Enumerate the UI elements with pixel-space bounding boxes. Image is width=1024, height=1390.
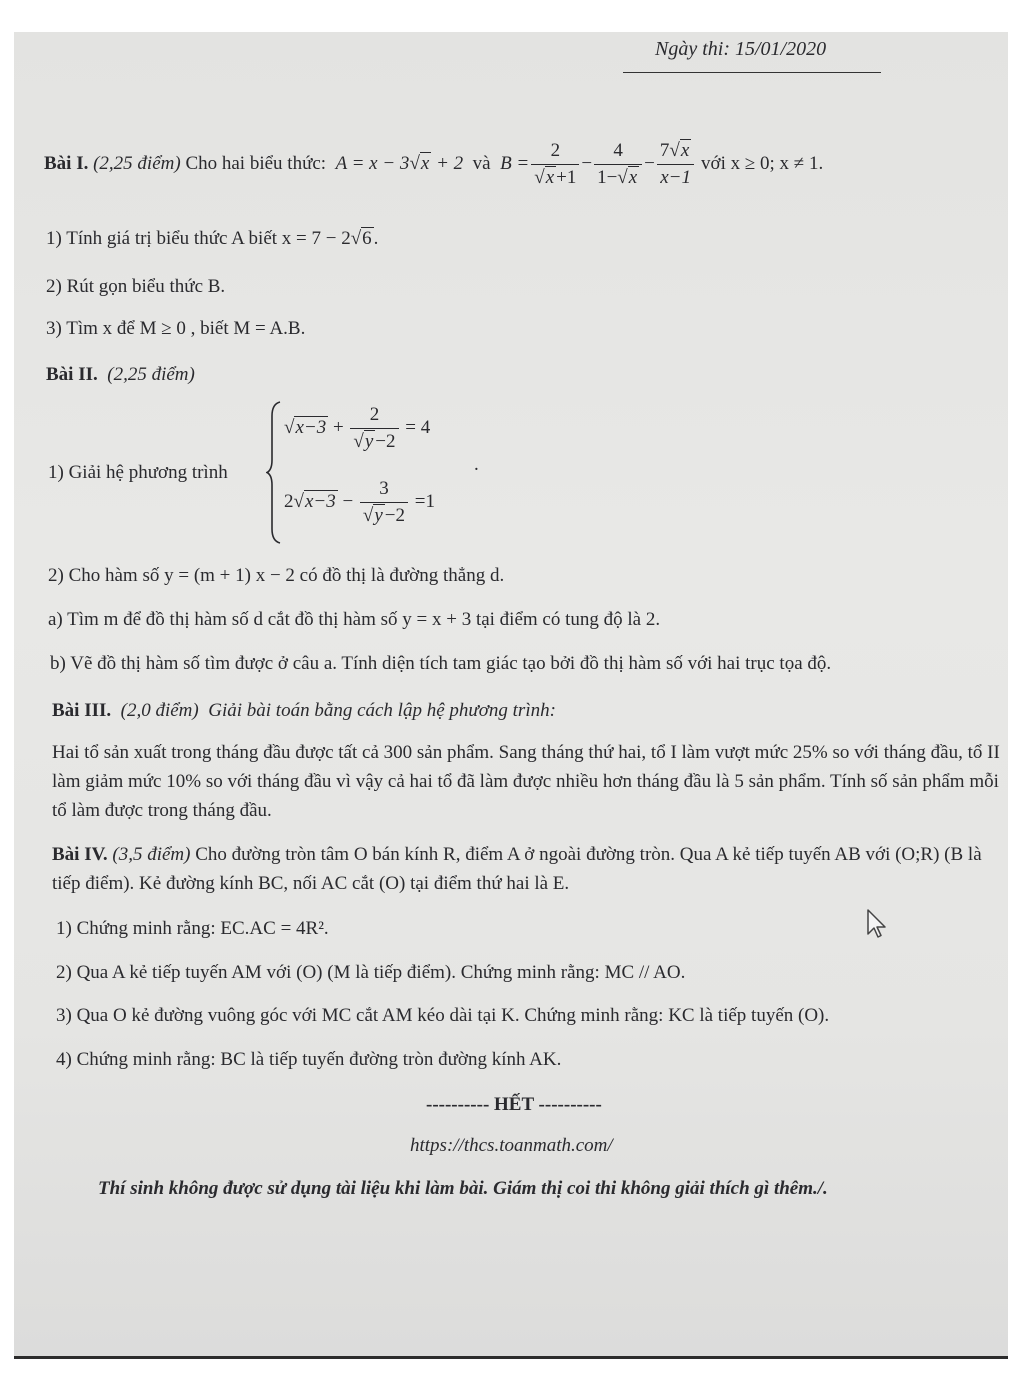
- frac-2-radicand: x: [628, 166, 638, 188]
- bai2-q2: 2) Cho hàm số y = (m + 1) x − 2 có đồ thị là đường thẳng d.: [48, 565, 505, 586]
- bai4-q4: 4) Chứng minh rằng: BC là tiếp tuyến đường tròn đường kính AK.: [56, 1049, 562, 1070]
- bai1-condition: với x ≥ 0; x ≠ 1.: [701, 153, 824, 174]
- frac-2-den: 1−√x: [594, 164, 642, 189]
- bai4-q3: 3) Qua O kẻ đường vuông góc với MC cắt AM kéo dài tại K. Chứng minh rằng: KC là tiếp tuyến (O).: [56, 1005, 830, 1026]
- eq2-den-tail: −2: [384, 505, 406, 526]
- bai3-points: (2,0 điểm): [120, 700, 199, 721]
- eq2-den: √y −2: [360, 502, 408, 527]
- expr-a-head: A = x − 3: [335, 153, 410, 174]
- bai1-points: (2,25 điểm): [93, 153, 181, 174]
- bai4-intro: Cho đường tròn tâm O bán kính R, điểm A ở ngoài đường tròn. Qua A kẻ tiếp tuyến AB với (O;R) (B là tiếp điểm). Kẻ đường kính BC, nối AC cắt (O) tại điểm thứ hai là E.: [52, 844, 982, 894]
- date-underline: [623, 72, 881, 73]
- bai4-q2: 2) Qua A kẻ tiếp tuyến AM với (O) (M là tiếp điểm). Chứng minh rằng: MC // AO.: [56, 962, 686, 983]
- bai1-q3: 3) Tìm x để M ≥ 0 , biết M = A.B.: [46, 318, 306, 339]
- eq1-radicand: x−3: [295, 416, 327, 438]
- frac-1: [531, 140, 579, 189]
- bai2-points: (2,25 điểm): [107, 364, 195, 385]
- frac-3-num: 7√x: [659, 139, 690, 161]
- eq2-den-radicand: y: [374, 505, 383, 526]
- bai4-intro-block: [52, 840, 1008, 898]
- expr-a-radicand: x: [420, 153, 430, 174]
- bai1-q1: [46, 228, 378, 250]
- equation-2: 2√x−3 − $\frac{3}{√y -2}$ =1: [284, 478, 435, 526]
- bai2-heading: [46, 364, 195, 386]
- bai1-q2: 2) Rút gọn biểu thức B.: [46, 276, 226, 297]
- exam-note: Thí sinh không được sử dụng tài liệu khi làm bài. Giám thị coi thi không giải thích gì thêm./.: [98, 1178, 828, 1199]
- bai1-title: Bài I.: [44, 153, 89, 174]
- bai2-title: Bài II.: [46, 364, 98, 385]
- bai2-qa: a) Tìm m để đồ thị hàm số d cắt đồ thị hàm số y = x + 3 tại điểm có tung độ là 2.: [48, 609, 661, 630]
- eq1-den: √y −2: [350, 428, 398, 453]
- eq2-num: 3: [379, 478, 389, 499]
- bai3-subtitle: Giải bài toán bằng cách lập hệ phương trình:: [208, 700, 556, 721]
- paper-bottom-edge: [14, 1356, 1008, 1359]
- frac-2: [594, 140, 642, 189]
- mouse-cursor-icon: [866, 908, 888, 940]
- frac-2-den-head: 1−: [597, 166, 618, 188]
- frac-2-num: 4: [613, 139, 623, 161]
- sqrt-symbol: √6: [350, 228, 372, 249]
- frac-1-radicand: x: [545, 166, 555, 188]
- and-word: và: [472, 153, 491, 174]
- frac-3-radicand: x: [680, 139, 690, 161]
- exam-date: Ngày thi: 15/01/2020: [655, 38, 827, 60]
- eq1-den-tail: −2: [375, 431, 396, 452]
- eq2-rhs: =1: [414, 490, 435, 512]
- system-dot: .: [474, 454, 479, 475]
- equation-1: √x−3 + $\frac{2}{√y -2}$ = 4: [284, 404, 431, 452]
- bai4-q1: 1) Chứng minh rằng: EC.AC = 4R².: [56, 918, 329, 939]
- bai4-title: Bài IV.: [52, 844, 108, 865]
- expr-a-tail: + 2: [436, 153, 464, 174]
- bai4-points: (3,5 điểm): [112, 844, 191, 865]
- frac-3-num-head: 7: [659, 139, 670, 161]
- bai2-q1: 1) Giải hệ phương trình: [48, 462, 228, 483]
- bai1-intro: Cho hai biểu thức:: [185, 153, 327, 174]
- left-brace-icon: [266, 400, 284, 545]
- bai3-body: Hai tổ sản xuất trong tháng đầu được tất cả 300 sản phẩm. Sang tháng thứ hai, tổ I làm vượt mức 25% so với tháng đầu, tổ II làm giảm mức 10% so với tháng đầu vì vậy cả hai tổ đã làm được nhiều hơn tháng đầu là 5 sản phẩm. Tính số sản phẩm mỗi tổ làm được trong tháng đầu.: [52, 742, 1000, 821]
- expr-b-label: B =: [500, 153, 530, 174]
- bai1-q1-text: 1) Tính giá trị biểu thức A biết x = 7 − 2: [46, 228, 351, 249]
- bai3-heading: [52, 700, 556, 722]
- sqrt-symbol: √x: [409, 153, 430, 174]
- bai1-q1-tail: .: [373, 228, 379, 249]
- frac-3-den: x−1: [657, 164, 694, 189]
- frac-1-den: √x +1: [531, 164, 579, 189]
- bai1-heading: [44, 134, 823, 194]
- expr-a: [336, 153, 464, 175]
- eq2-radicand: x−3: [304, 490, 336, 512]
- bai3-title: Bài III.: [52, 700, 112, 721]
- eq1-rhs: = 4: [405, 416, 431, 438]
- source-url: https://thcs.toanmath.com/: [410, 1135, 613, 1156]
- bai2-qb: b) Vẽ đồ thị hàm số tìm được ở câu a. Tính diện tích tam giác tạo bởi đồ thị hàm số với hai trục tọa độ.: [50, 653, 832, 674]
- eq2-fraction: [360, 478, 408, 527]
- eq1-plus: +: [332, 416, 344, 438]
- eq1-den-radicand: y: [364, 431, 374, 452]
- end-marker: ---------- HẾT ----------: [426, 1094, 602, 1115]
- frac-1-den-tail: +1: [556, 166, 577, 188]
- eq2-coef: 2: [284, 490, 294, 512]
- eq2-minus: −: [342, 490, 354, 512]
- minus-1: −: [581, 153, 593, 174]
- bai1-q1-radicand: 6: [362, 228, 372, 249]
- frac-3: [657, 140, 694, 189]
- eq1-num: 2: [369, 404, 380, 425]
- minus-2: −: [644, 153, 655, 174]
- eq1-fraction: [350, 404, 398, 453]
- frac-1-num: 2: [550, 139, 561, 161]
